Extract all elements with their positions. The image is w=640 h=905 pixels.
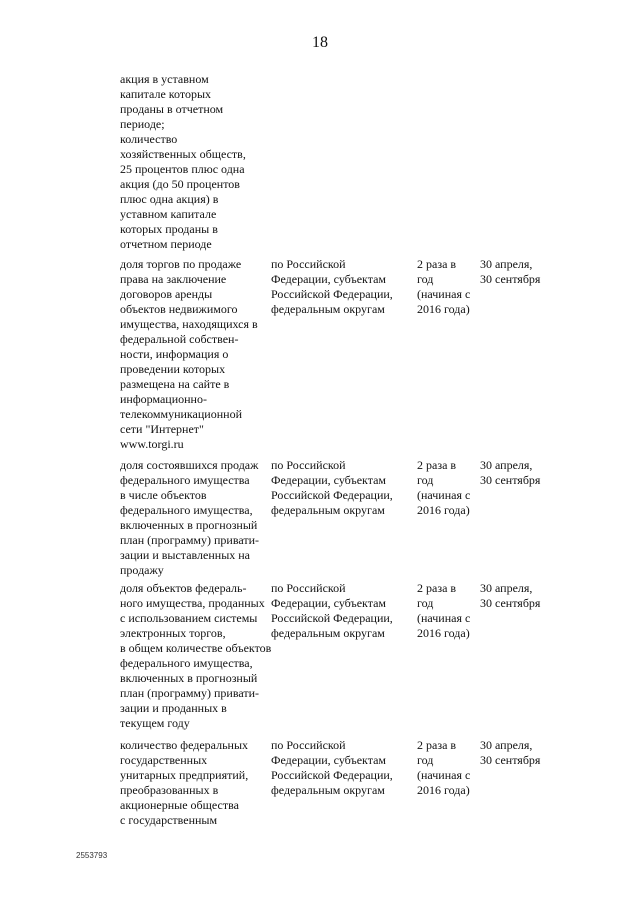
text-line: плюс одна акция) в [120, 192, 219, 206]
text-line: по Российской [271, 257, 346, 271]
text-line: в числе объектов [120, 488, 207, 502]
indicator-cell [120, 738, 270, 828]
text-line: 30 сентября [480, 596, 541, 610]
indicator-cell [120, 458, 270, 578]
text-line: 2 раза в [417, 738, 457, 752]
text-line: периоде; [120, 117, 165, 131]
text-line: 30 апреля, [480, 581, 533, 595]
text-line: 30 сентября [480, 272, 541, 286]
text-line: Федерации, субъектам [271, 272, 387, 286]
text-line: капитале которых [120, 87, 212, 101]
deadline-cell [480, 257, 560, 287]
deadline-cell [480, 738, 560, 768]
periodicity-cell [417, 738, 477, 798]
text-line: договоров аренды [120, 287, 213, 301]
text-line: по Российской [271, 738, 346, 752]
text-line: государственных [120, 753, 208, 767]
level-cell [271, 581, 411, 641]
text-line: (начиная с [417, 611, 471, 625]
text-line: телекоммуникационной [120, 407, 242, 421]
text-line: имущества, находящихся в [120, 317, 258, 331]
text-line: 2016 года) [417, 783, 470, 797]
periodicity-cell [417, 458, 477, 518]
text-line: отчетном периоде [120, 237, 212, 251]
deadline-cell [480, 458, 560, 488]
text-line: федерального имущества, [120, 503, 253, 517]
text-line: преобразованных в [120, 783, 219, 797]
indicator-cell [120, 581, 270, 731]
continuation-text [120, 72, 270, 252]
text-line: год [417, 753, 434, 767]
page-number: 18 [312, 34, 328, 51]
text-line: 2 раза в [417, 458, 457, 472]
level-cell [271, 738, 411, 798]
text-line: акция (до 50 процентов [120, 177, 240, 191]
text-line: (начиная с [417, 768, 471, 782]
text-line: права на заключение [120, 272, 227, 286]
document-id: 2553793 [76, 851, 108, 860]
text-line: с использованием системы [120, 611, 258, 625]
text-line: размещена на сайте в [120, 377, 230, 391]
text-line: 30 апреля, [480, 257, 533, 271]
text-line: Российской Федерации, [271, 611, 393, 625]
text-line: ного имущества, проданных [120, 596, 265, 610]
text-line: ности, информация о [120, 347, 229, 361]
text-line: федерального имущества [120, 473, 250, 487]
text-line: федеральным округам [271, 626, 385, 640]
text-line: 25 процентов плюс одна [120, 162, 245, 176]
text-line: год [417, 473, 434, 487]
text-line: унитарных предприятий, [120, 768, 249, 782]
text-line: объектов недвижимого [120, 302, 238, 316]
text-line: 30 апреля, [480, 738, 533, 752]
text-line: 2 раза в [417, 581, 457, 595]
text-line: www.torgi.ru [120, 437, 184, 451]
text-line: проведении которых [120, 362, 226, 376]
text-line: 2016 года) [417, 503, 470, 517]
text-line: (начиная с [417, 287, 471, 301]
text-line: в общем количестве объектов [120, 641, 272, 655]
text-line: включенных в прогнозный [120, 671, 258, 685]
text-line: доля состоявшихся продаж [120, 458, 259, 472]
text-line: федерального имущества, [120, 656, 253, 670]
text-line: Федерации, субъектам [271, 473, 387, 487]
text-line: акционерные общества [120, 798, 239, 812]
text-line: по Российской [271, 458, 346, 472]
deadline-cell [480, 581, 560, 611]
text-line: по Российской [271, 581, 346, 595]
text-line: федеральной собствен- [120, 332, 239, 346]
text-line: Российской Федерации, [271, 488, 393, 502]
text-line: электронных торгов, [120, 626, 226, 640]
text-line: федеральным округам [271, 302, 385, 316]
text-line: 2016 года) [417, 302, 470, 316]
text-line: зации и проданных в [120, 701, 227, 715]
text-line: продажу [120, 563, 164, 577]
periodicity-cell [417, 257, 477, 317]
text-line: 30 апреля, [480, 458, 533, 472]
text-line: хозяйственных обществ, [120, 147, 246, 161]
text-line: информационно- [120, 392, 207, 406]
text-line: включенных в прогнозный [120, 518, 258, 532]
text-line: количество [120, 132, 178, 146]
text-line: которых проданы в [120, 222, 218, 236]
text-line: план (программу) привати- [120, 686, 260, 700]
periodicity-cell [417, 581, 477, 641]
text-line: 30 сентября [480, 473, 541, 487]
indicator-cell [120, 257, 270, 452]
text-line: Российской Федерации, [271, 768, 393, 782]
text-line: проданы в отчетном [120, 102, 224, 116]
text-line: 2016 года) [417, 626, 470, 640]
text-line: доля торгов по продаже [120, 257, 242, 271]
text-line: доля объектов федераль- [120, 581, 247, 595]
text-line: год [417, 272, 434, 286]
text-line: с государственным [120, 813, 218, 827]
text-line: текущем году [120, 716, 190, 730]
text-line: уставном капитале [120, 207, 217, 221]
text-line: Российской Федерации, [271, 287, 393, 301]
text-line: (начиная с [417, 488, 471, 502]
text-line: сети "Интернет" [120, 422, 204, 436]
text-line: год [417, 596, 434, 610]
text-line: количество федеральных [120, 738, 249, 752]
level-cell [271, 458, 411, 518]
text-line: федеральным округам [271, 783, 385, 797]
text-line: федеральным округам [271, 503, 385, 517]
level-cell [271, 257, 411, 317]
text-line: план (программу) привати- [120, 533, 260, 547]
text-line: Федерации, субъектам [271, 596, 387, 610]
text-line: Федерации, субъектам [271, 753, 387, 767]
text-line: 30 сентября [480, 753, 541, 767]
text-line: зации и выставленных на [120, 548, 251, 562]
text-line: 2 раза в [417, 257, 457, 271]
text-line: акция в уставном [120, 72, 209, 86]
